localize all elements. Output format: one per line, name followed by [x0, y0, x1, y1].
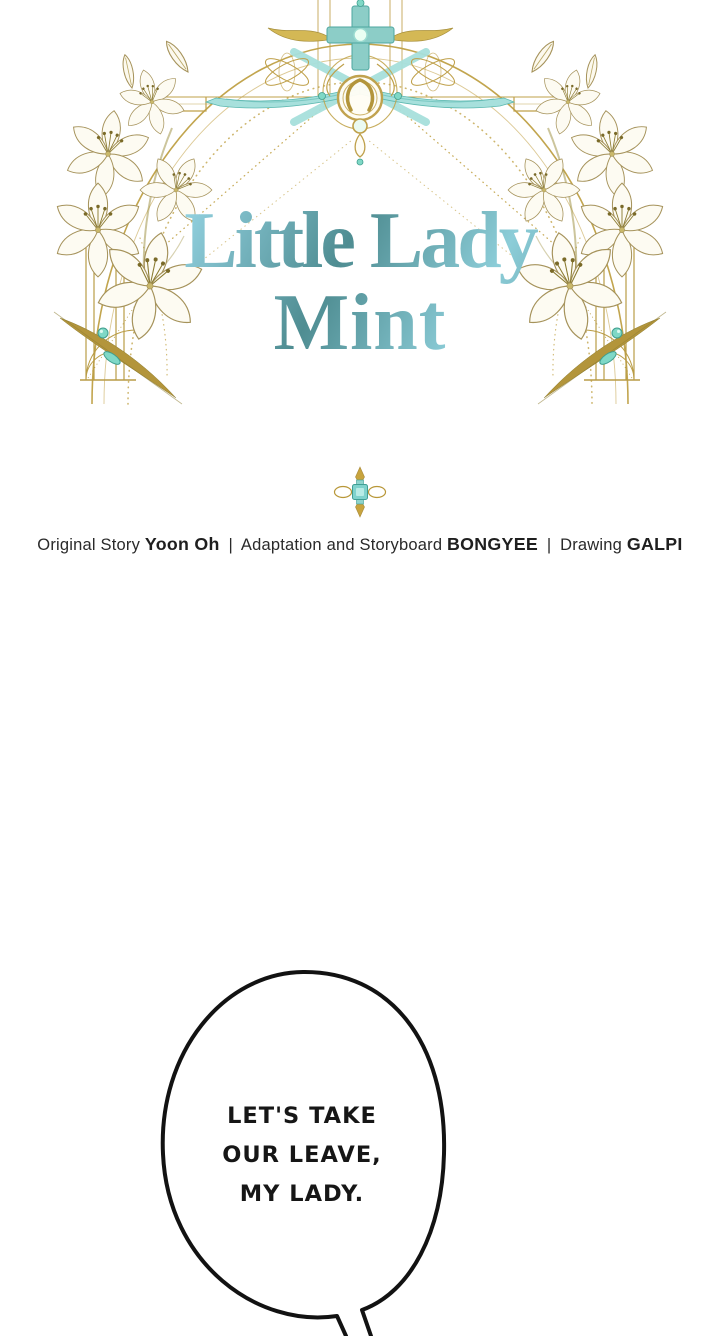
- credits-line: [0, 534, 720, 555]
- center-gem-icon: [354, 29, 367, 42]
- credit-name-original-story: Yoon Oh: [144, 534, 220, 554]
- credit-role-drawing: Drawing: [560, 536, 623, 554]
- credit-name-adaptation: BONGYEE: [447, 534, 539, 554]
- speech-text: [140, 1097, 464, 1214]
- pendant-drop: [355, 134, 365, 157]
- credits-separator: |: [228, 536, 234, 554]
- gold-medallion: [338, 76, 382, 120]
- speech-text-line: MY LADY.: [239, 1181, 365, 1207]
- gem-cross-icon: [335, 467, 386, 517]
- credit-role-adaptation: Adaptation and Storyboard: [240, 536, 443, 554]
- series-title: [0, 197, 720, 367]
- divider-ornament: [240, 462, 480, 522]
- credit-name-drawing: GALPI: [626, 534, 683, 554]
- title-line-1: Little Lady: [184, 197, 536, 285]
- credits-separator: |: [546, 536, 552, 554]
- credit-role-original-story: Original Story: [37, 536, 141, 554]
- speech-text-line: OUR LEAVE,: [222, 1142, 382, 1168]
- speech-text-line: LET'S TAKE: [227, 1103, 377, 1129]
- title-line-2: Mint: [273, 279, 447, 367]
- cross-emblem: [262, 0, 458, 165]
